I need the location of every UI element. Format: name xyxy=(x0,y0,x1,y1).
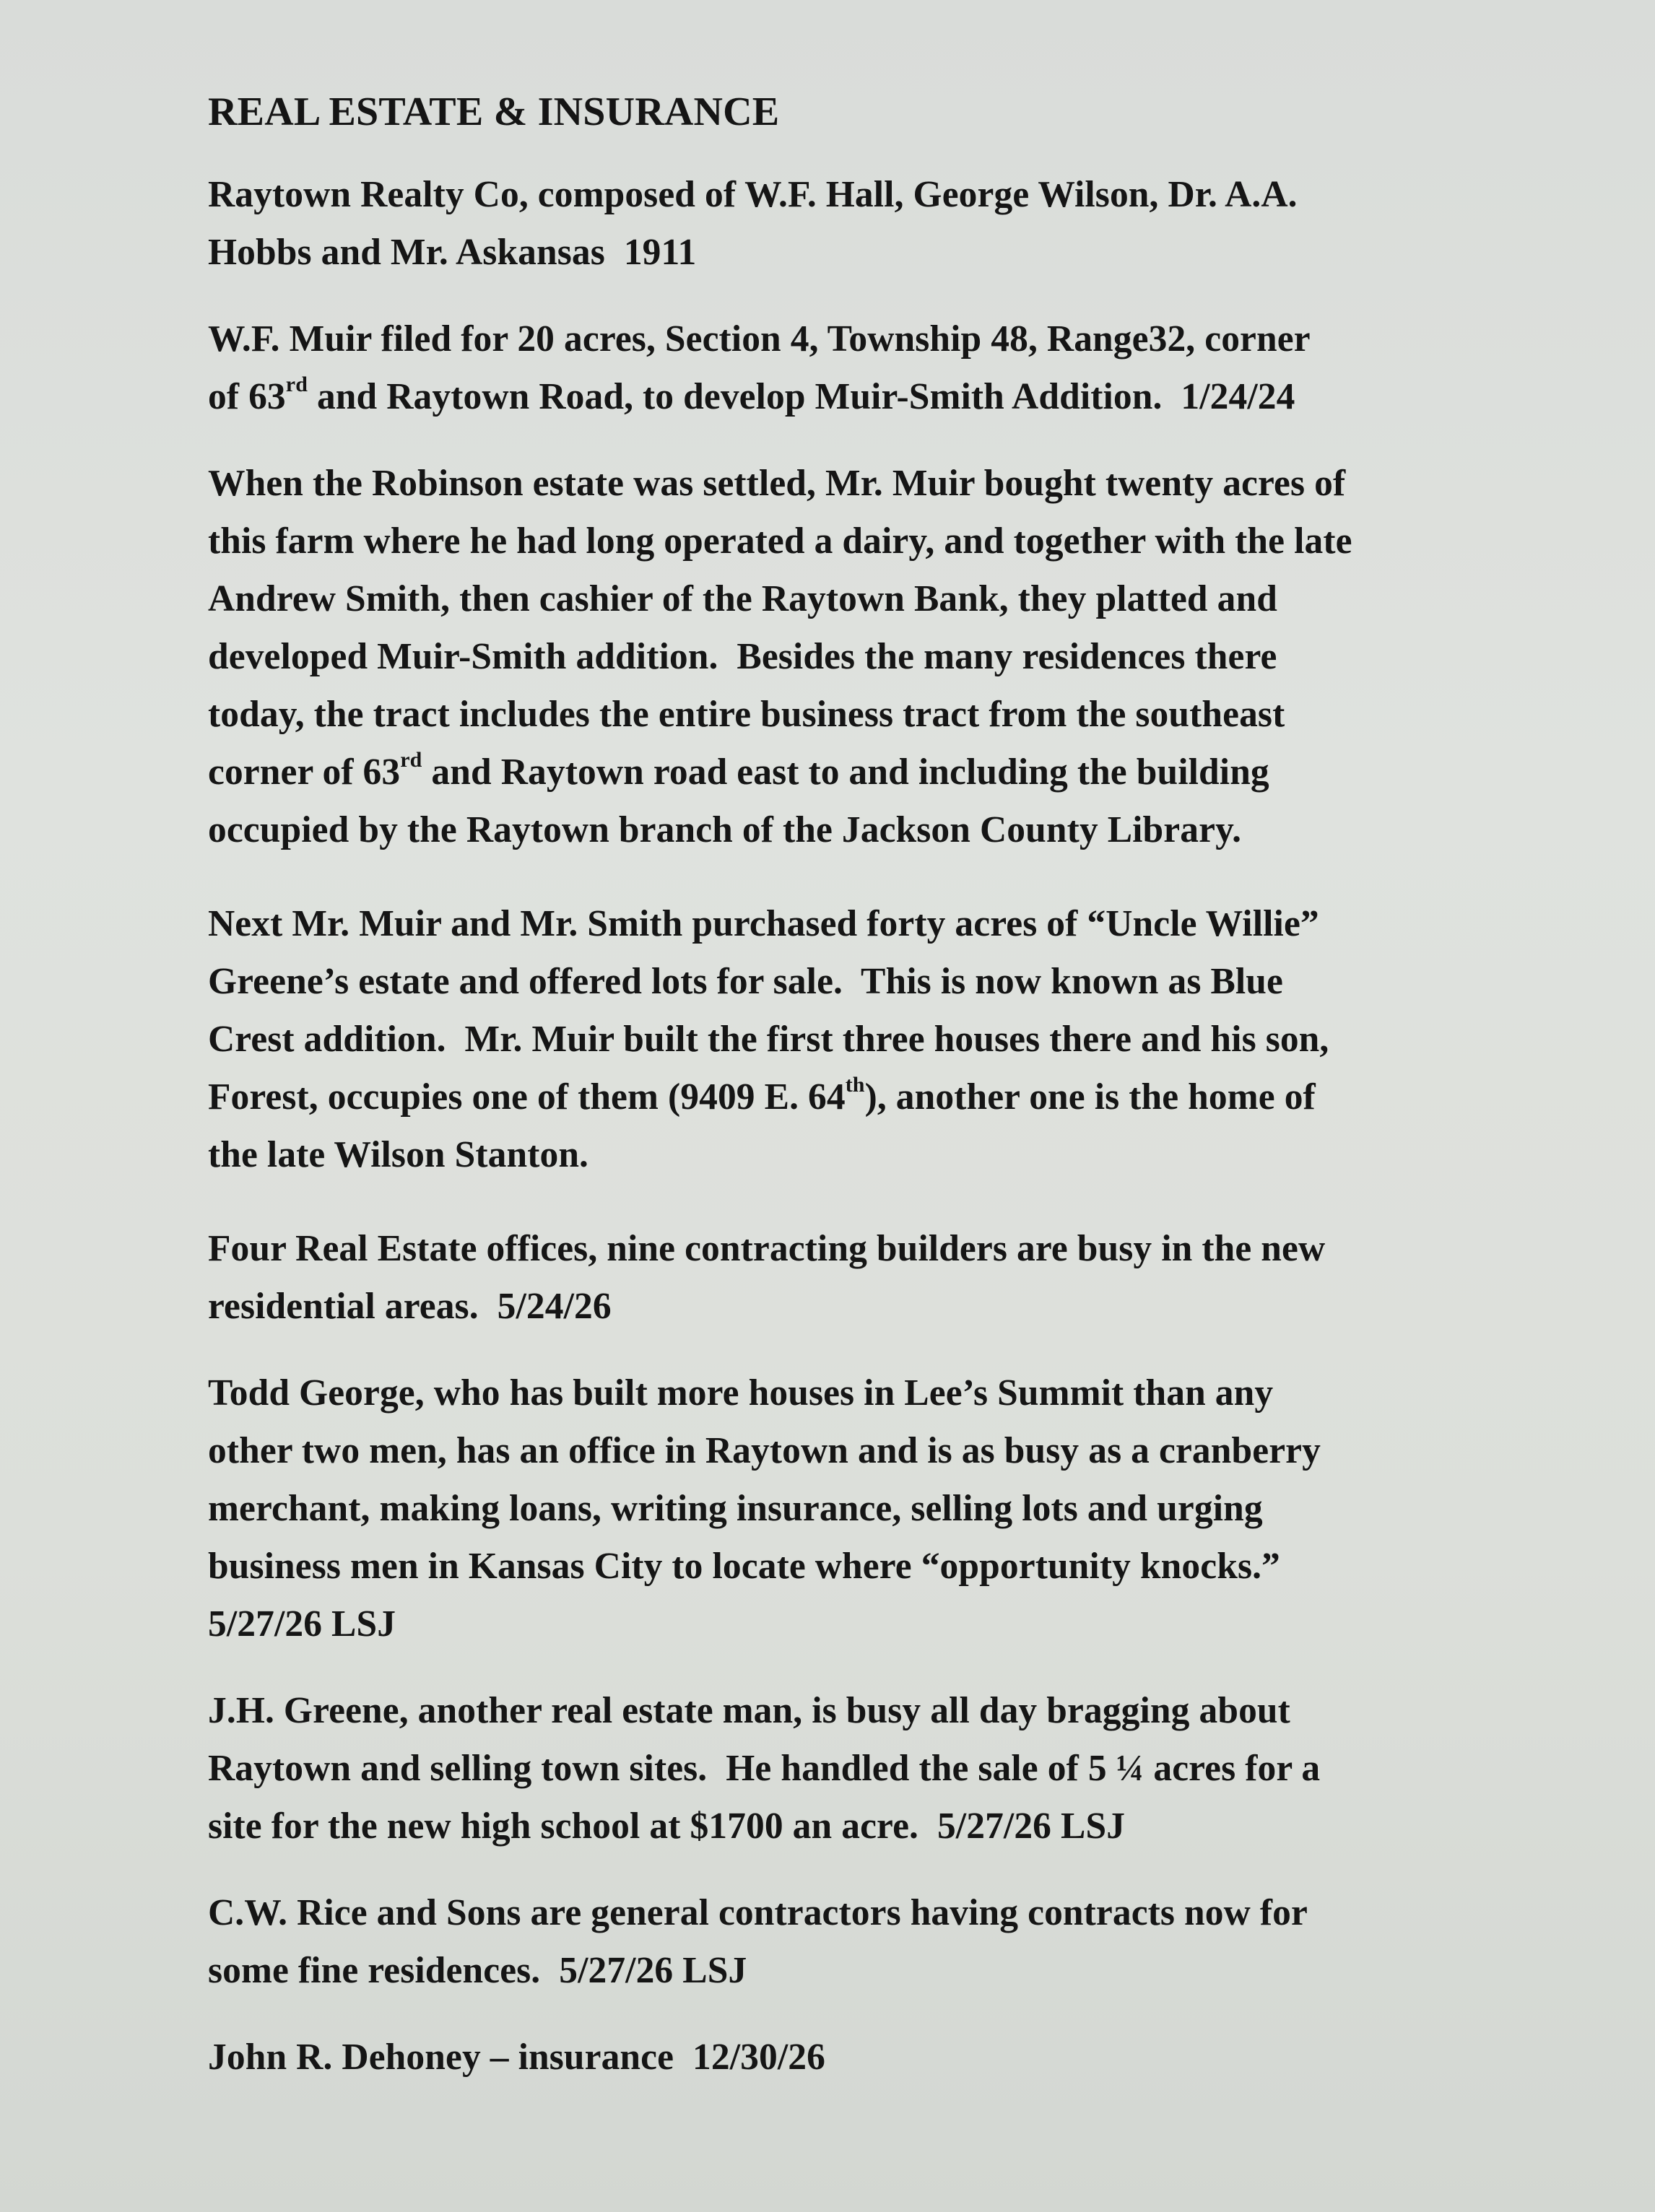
text-run: W.F. Muir filed for 20 acres, Section 4, Township 48, Range32, corner xyxy=(208,318,1311,360)
text-run: corner of 63 xyxy=(208,752,401,793)
text-run: merchant, making loans, writing insurance, selling lots and urging xyxy=(208,1488,1263,1529)
text-run: J.H. Greene, another real estate man, is busy all day bragging about xyxy=(208,1690,1290,1731)
text-line xyxy=(208,513,1580,570)
paragraph xyxy=(208,2029,1580,2086)
text-run: Four Real Estate offices, nine contracting builders are busy in the new xyxy=(208,1228,1326,1269)
text-line xyxy=(208,310,1580,368)
superscript: rd xyxy=(400,748,422,772)
text-line xyxy=(208,686,1580,744)
text-run: ), another one is the home of xyxy=(864,1076,1316,1118)
text-run: some fine residences. 5/27/26 LSJ xyxy=(208,1950,747,1991)
text-line xyxy=(208,455,1580,513)
paragraph-list xyxy=(208,166,1580,2086)
text-line xyxy=(208,2029,1580,2086)
text-run: occupied by the Raytown branch of the Jackson County Library. xyxy=(208,809,1242,850)
text-line xyxy=(208,1942,1580,2000)
text-run: Hobbs and Mr. Askansas 1911 xyxy=(208,232,697,273)
paragraph xyxy=(208,1682,1580,1855)
text-line xyxy=(208,1798,1580,1855)
text-line xyxy=(208,1884,1580,1942)
text-run: Andrew Smith, then cashier of the Raytown Bank, they platted and xyxy=(208,578,1277,619)
text-line xyxy=(208,953,1580,1011)
text-run: Greene’s estate and offered lots for sale. This is now known as Blue xyxy=(208,961,1284,1002)
text-run: of 63 xyxy=(208,376,286,417)
text-line xyxy=(208,1480,1580,1538)
text-run: Raytown Realty Co, composed of W.F. Hall, George Wilson, Dr. A.A. xyxy=(208,174,1298,215)
text-line xyxy=(208,570,1580,628)
text-line xyxy=(208,801,1580,859)
text-line xyxy=(208,1364,1580,1422)
text-run: site for the new high school at $1700 an acre. 5/27/26 LSJ xyxy=(208,1806,1126,1847)
text-line xyxy=(208,1220,1580,1278)
text-run: and Raytown Road, to develop Muir-Smith Addition. 1/24/24 xyxy=(307,376,1295,417)
text-run: other two men, has an office in Raytown and is as busy as a cranberry xyxy=(208,1430,1321,1471)
text-run: this farm where he had long operated a dairy, and together with the late xyxy=(208,521,1352,562)
text-line xyxy=(208,1682,1580,1740)
text-line xyxy=(208,224,1580,282)
text-run: developed Muir-Smith addition. Besides the many residences there xyxy=(208,636,1277,677)
text-line xyxy=(208,368,1580,426)
superscript: rd xyxy=(285,373,308,396)
text-line xyxy=(208,1595,1580,1653)
text-line xyxy=(208,744,1580,801)
text-run: John R. Dehoney – insurance 12/30/26 xyxy=(208,2037,825,2078)
text-run: the late Wilson Stanton. xyxy=(208,1134,589,1175)
text-run: residential areas. 5/24/26 xyxy=(208,1286,612,1327)
text-line xyxy=(208,1126,1580,1184)
paragraph xyxy=(208,166,1580,282)
text-run: When the Robinson estate was settled, Mr. Muir bought twenty acres of xyxy=(208,463,1346,504)
document-page xyxy=(208,85,1580,2086)
paragraph xyxy=(208,310,1580,426)
paragraph xyxy=(208,1220,1580,1336)
text-line xyxy=(208,1740,1580,1798)
text-run: Next Mr. Muir and Mr. Smith purchased forty acres of “Uncle Willie” xyxy=(208,903,1319,944)
text-run: and Raytown road east to and including the building xyxy=(422,752,1269,793)
text-run: 5/27/26 LSJ xyxy=(208,1603,396,1645)
text-run: C.W. Rice and Sons are general contractors having contracts now for xyxy=(208,1892,1308,1933)
text-line xyxy=(208,166,1580,224)
text-run: today, the tract includes the entire business tract from the southeast xyxy=(208,694,1285,735)
paragraph xyxy=(208,1364,1580,1653)
text-line xyxy=(208,1011,1580,1068)
text-line xyxy=(208,1278,1580,1336)
text-line xyxy=(208,1422,1580,1480)
paragraph xyxy=(208,1884,1580,2000)
text-line xyxy=(208,628,1580,686)
paragraph xyxy=(208,455,1580,859)
text-run: Crest addition. Mr. Muir built the first three houses there and his son, xyxy=(208,1019,1329,1060)
text-line xyxy=(208,1538,1580,1595)
text-line xyxy=(208,895,1580,953)
text-run: Forest, occupies one of them (9409 E. 64 xyxy=(208,1076,846,1118)
text-run: Todd George, who has built more houses in Lee’s Summit than any xyxy=(208,1372,1274,1414)
page-title: REAL ESTATE & INSURANCE xyxy=(208,90,780,134)
text-run: business men in Kansas City to locate where “opportunity knocks.” xyxy=(208,1546,1280,1587)
paragraph xyxy=(208,895,1580,1184)
text-run: Raytown and selling town sites. He handled the sale of 5 ¼ acres for a xyxy=(208,1748,1321,1789)
text-line xyxy=(208,1068,1580,1126)
superscript: th xyxy=(845,1073,865,1097)
